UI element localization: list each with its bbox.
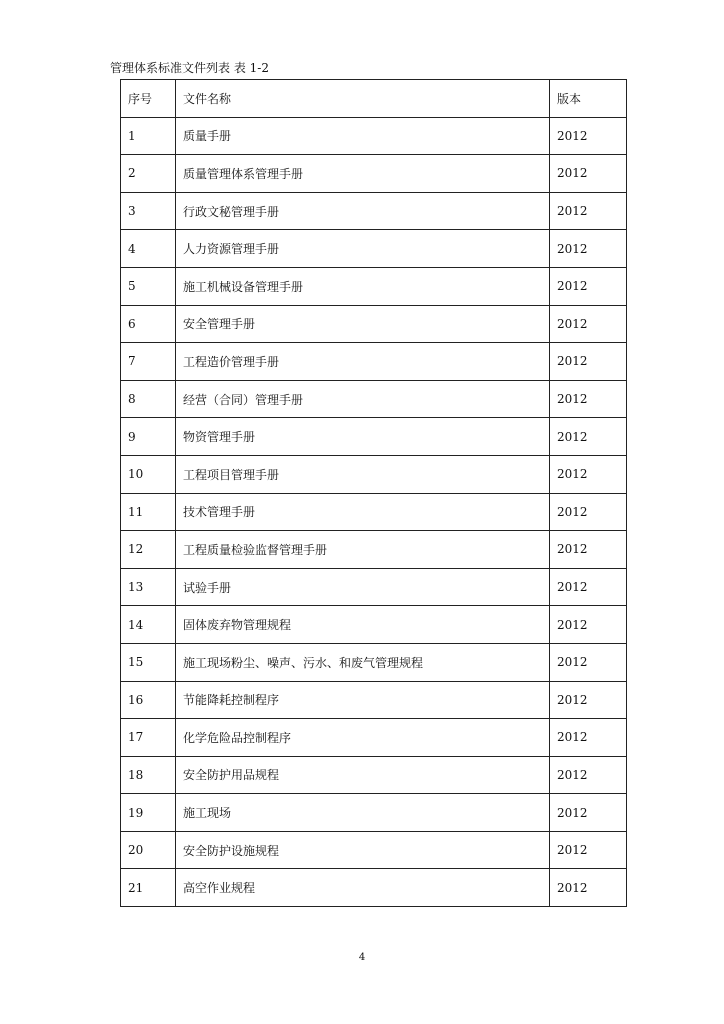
cell-version: 2012 bbox=[550, 380, 627, 418]
cell-version: 2012 bbox=[550, 343, 627, 381]
cell-document-name: 施工机械设备管理手册 bbox=[176, 267, 550, 305]
cell-version: 2012 bbox=[550, 869, 627, 907]
cell-serial-number: 10 bbox=[121, 455, 176, 493]
table-caption: 管理体系标准文件列表 表 1-2 bbox=[110, 61, 269, 75]
table-row bbox=[121, 531, 627, 569]
cell-document-name: 高空作业规程 bbox=[176, 869, 550, 907]
table-row bbox=[121, 230, 627, 268]
cell-serial-number: 4 bbox=[121, 230, 176, 268]
cell-serial-number: 3 bbox=[121, 192, 176, 230]
cell-version: 2012 bbox=[550, 418, 627, 456]
standard-documents-table bbox=[120, 79, 627, 907]
table-row bbox=[121, 756, 627, 794]
table-row bbox=[121, 418, 627, 456]
cell-version: 2012 bbox=[550, 756, 627, 794]
cell-document-name: 施工现场 bbox=[176, 794, 550, 832]
table-header-row bbox=[121, 80, 627, 118]
cell-version: 2012 bbox=[550, 267, 627, 305]
cell-serial-number: 8 bbox=[121, 380, 176, 418]
cell-version: 2012 bbox=[550, 831, 627, 869]
cell-serial-number: 12 bbox=[121, 531, 176, 569]
table-row bbox=[121, 192, 627, 230]
cell-document-name: 行政文秘管理手册 bbox=[176, 192, 550, 230]
table-row bbox=[121, 343, 627, 381]
table-row bbox=[121, 493, 627, 531]
cell-serial-number: 5 bbox=[121, 267, 176, 305]
cell-version: 2012 bbox=[550, 794, 627, 832]
cell-serial-number: 2 bbox=[121, 155, 176, 193]
cell-document-name: 安全管理手册 bbox=[176, 305, 550, 343]
table-row bbox=[121, 455, 627, 493]
cell-version: 2012 bbox=[550, 719, 627, 757]
cell-document-name: 安全防护用品规程 bbox=[176, 756, 550, 794]
table-row bbox=[121, 681, 627, 719]
cell-version: 2012 bbox=[550, 531, 627, 569]
cell-version: 2012 bbox=[550, 230, 627, 268]
cell-version: 2012 bbox=[550, 568, 627, 606]
cell-document-name: 物资管理手册 bbox=[176, 418, 550, 456]
table-row bbox=[121, 568, 627, 606]
cell-document-name: 质量手册 bbox=[176, 117, 550, 155]
cell-serial-number: 1 bbox=[121, 117, 176, 155]
table-row bbox=[121, 380, 627, 418]
cell-document-name: 质量管理体系管理手册 bbox=[176, 155, 550, 193]
cell-serial-number: 21 bbox=[121, 869, 176, 907]
page-number: 4 bbox=[358, 952, 366, 963]
cell-serial-number: 18 bbox=[121, 756, 176, 794]
cell-version: 2012 bbox=[550, 643, 627, 681]
cell-version: 2012 bbox=[550, 155, 627, 193]
cell-document-name: 试验手册 bbox=[176, 568, 550, 606]
table-row bbox=[121, 719, 627, 757]
table-row bbox=[121, 794, 627, 832]
header-version: 版本 bbox=[550, 80, 627, 118]
cell-serial-number: 9 bbox=[121, 418, 176, 456]
table-row bbox=[121, 117, 627, 155]
cell-serial-number: 19 bbox=[121, 794, 176, 832]
cell-serial-number: 15 bbox=[121, 643, 176, 681]
cell-serial-number: 13 bbox=[121, 568, 176, 606]
cell-version: 2012 bbox=[550, 681, 627, 719]
cell-document-name: 施工现场粉尘、噪声、污水、和废气管理规程 bbox=[176, 643, 550, 681]
cell-serial-number: 7 bbox=[121, 343, 176, 381]
table-row bbox=[121, 831, 627, 869]
table-row bbox=[121, 305, 627, 343]
cell-serial-number: 11 bbox=[121, 493, 176, 531]
cell-document-name: 安全防护设施规程 bbox=[176, 831, 550, 869]
cell-document-name: 节能降耗控制程序 bbox=[176, 681, 550, 719]
cell-serial-number: 17 bbox=[121, 719, 176, 757]
table-row bbox=[121, 869, 627, 907]
cell-serial-number: 14 bbox=[121, 606, 176, 644]
cell-version: 2012 bbox=[550, 493, 627, 531]
table-row bbox=[121, 155, 627, 193]
cell-document-name: 化学危险品控制程序 bbox=[176, 719, 550, 757]
cell-version: 2012 bbox=[550, 192, 627, 230]
table-row bbox=[121, 643, 627, 681]
cell-document-name: 技术管理手册 bbox=[176, 493, 550, 531]
cell-document-name: 经营（合同）管理手册 bbox=[176, 380, 550, 418]
cell-document-name: 人力资源管理手册 bbox=[176, 230, 550, 268]
cell-serial-number: 16 bbox=[121, 681, 176, 719]
cell-document-name: 工程质量检验监督管理手册 bbox=[176, 531, 550, 569]
cell-serial-number: 20 bbox=[121, 831, 176, 869]
cell-version: 2012 bbox=[550, 305, 627, 343]
table-row bbox=[121, 606, 627, 644]
header-serial-number: 序号 bbox=[121, 80, 176, 118]
cell-document-name: 固体废弃物管理规程 bbox=[176, 606, 550, 644]
cell-document-name: 工程项目管理手册 bbox=[176, 455, 550, 493]
header-document-name: 文件名称 bbox=[176, 80, 550, 118]
cell-version: 2012 bbox=[550, 606, 627, 644]
cell-document-name: 工程造价管理手册 bbox=[176, 343, 550, 381]
table-row bbox=[121, 267, 627, 305]
cell-serial-number: 6 bbox=[121, 305, 176, 343]
cell-version: 2012 bbox=[550, 455, 627, 493]
cell-version: 2012 bbox=[550, 117, 627, 155]
